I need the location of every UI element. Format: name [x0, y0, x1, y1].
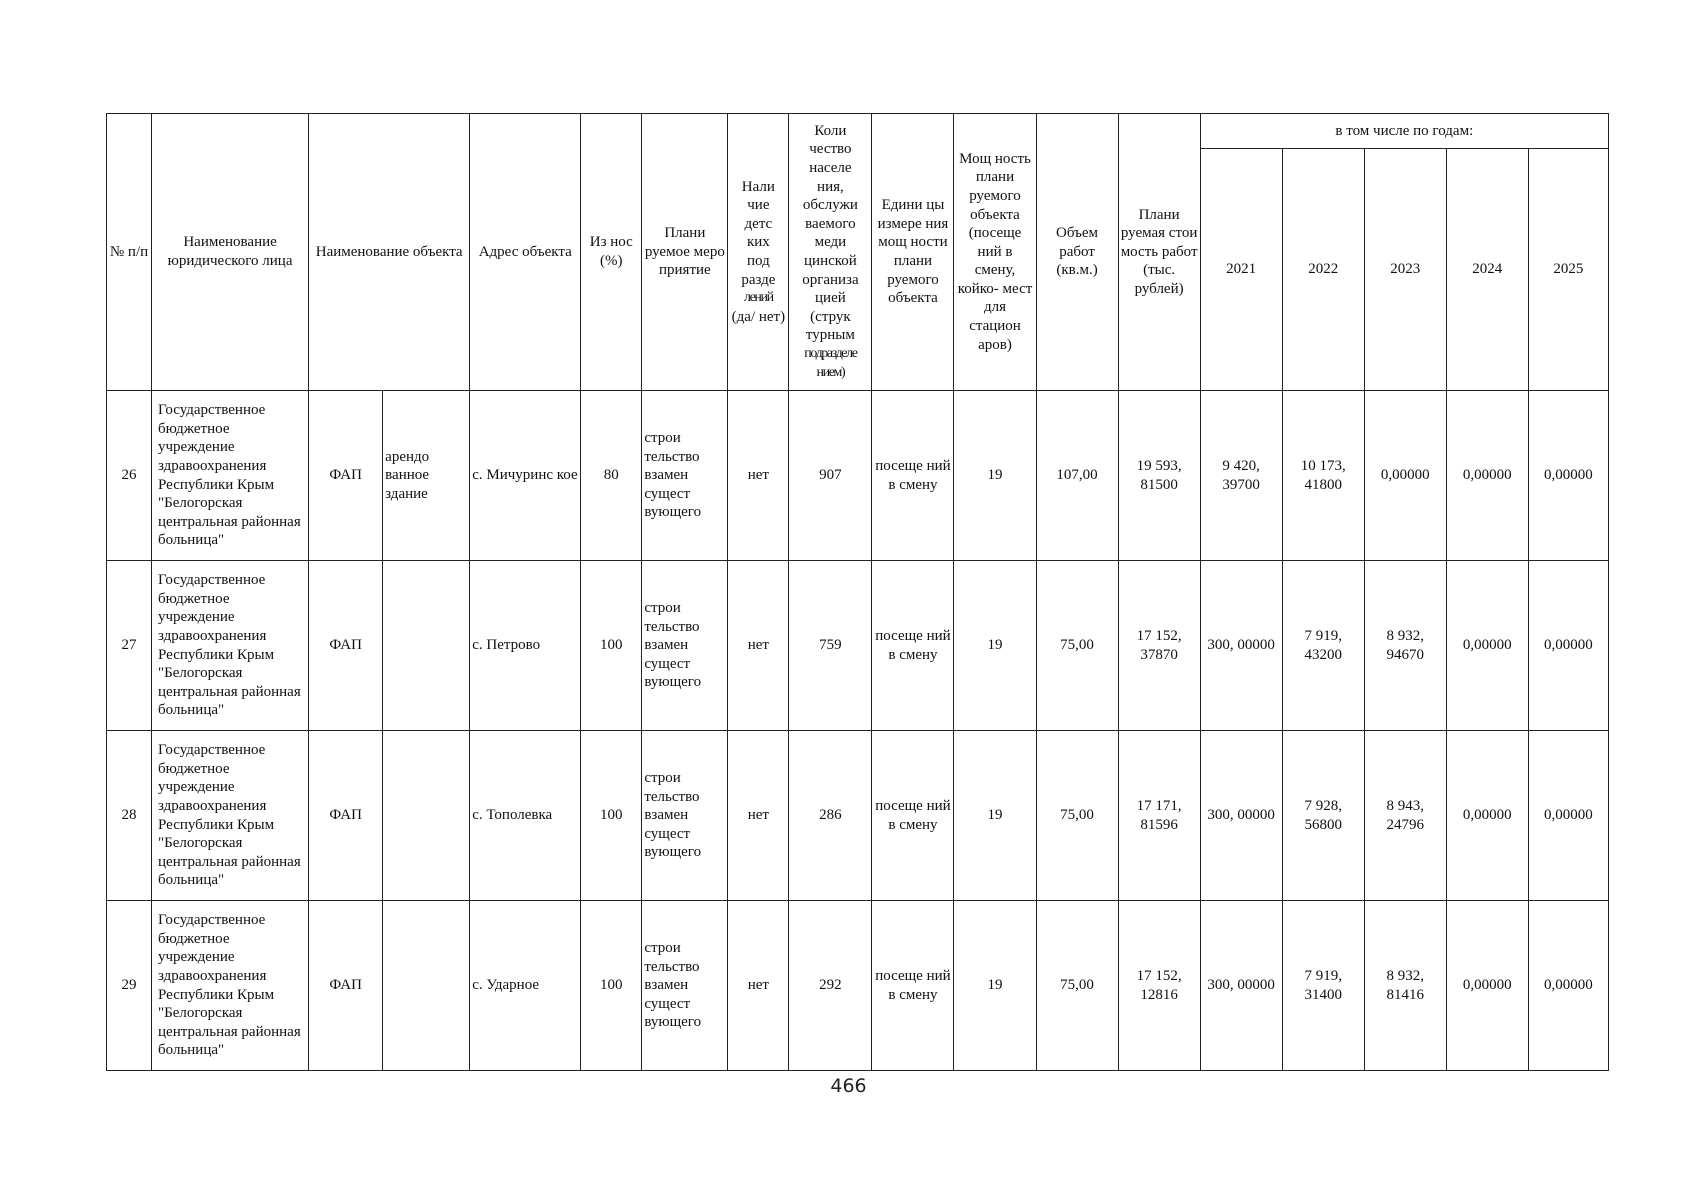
header-measure: Плани руемое меро приятие — [642, 114, 728, 391]
header-population-line: цией — [815, 290, 846, 307]
cell-capacity: 19 — [954, 901, 1036, 1071]
cell-2024: 0,00000 — [1446, 731, 1528, 901]
cell-address: с. Ударное — [470, 901, 581, 1071]
cell-cost: 19 593, 81500 — [1118, 391, 1200, 561]
cell-cost: 17 152, 12816 — [1118, 901, 1200, 1071]
cell-object-note — [383, 561, 470, 731]
cell-num: 26 — [107, 391, 152, 561]
cell-2025: 0,00000 — [1528, 901, 1608, 1071]
cell-object-type: ФАП — [309, 731, 383, 901]
cell-2024: 0,00000 — [1446, 391, 1528, 561]
header-unit-measure: Едини цы измере ния мощ ности плани руемого объекта — [872, 114, 954, 391]
cell-num: 27 — [107, 561, 152, 731]
header-units-line: лений — [744, 290, 773, 306]
cell-2024: 0,00000 — [1446, 561, 1528, 731]
cell-num: 29 — [107, 901, 152, 1071]
header-years-group: в том числе по годам: — [1200, 114, 1608, 149]
header-num: № п/п — [107, 114, 152, 391]
page-number: 466 — [830, 1075, 867, 1097]
header-children-units — [728, 114, 789, 391]
header-volume: Объем работ (кв.м.) — [1036, 114, 1118, 391]
cell-cost: 17 171, 81596 — [1118, 731, 1200, 901]
cell-population: 907 — [789, 391, 872, 561]
header-population — [789, 114, 872, 391]
cell-2021: 300, 00000 — [1200, 561, 1282, 731]
cell-measure: строи тельство взамен сущест вующего — [642, 391, 728, 561]
header-year-2022: 2022 — [1282, 149, 1364, 391]
header-population-line: ваемого — [805, 215, 856, 232]
cell-capacity: 19 — [954, 561, 1036, 731]
cell-population: 759 — [789, 561, 872, 731]
cell-population: 286 — [789, 731, 872, 901]
cell-object-note — [383, 901, 470, 1071]
cell-object-type: ФАП — [309, 901, 383, 1071]
table-row — [107, 901, 1609, 1071]
cell-2025: 0,00000 — [1528, 561, 1608, 731]
header-object-name: Наименование объекта — [309, 114, 470, 391]
cell-num: 28 — [107, 731, 152, 901]
cell-object-type: ФАП — [309, 561, 383, 731]
header-units-line: чие — [747, 197, 770, 214]
header-population-line: (струк — [810, 308, 851, 325]
header-population-line: подразделе — [804, 345, 857, 361]
cell-2025: 0,00000 — [1528, 391, 1608, 561]
cell-capacity: 19 — [954, 391, 1036, 561]
cell-object-type: ФАП — [309, 391, 383, 561]
cell-volume: 75,00 — [1036, 561, 1118, 731]
cell-units: нет — [728, 391, 789, 561]
header-wear: Из нос (%) — [581, 114, 642, 391]
table-header — [107, 114, 1609, 391]
cell-unit-measure: посеще ний в смену — [872, 901, 954, 1071]
cell-address: с. Тополевка — [470, 731, 581, 901]
cell-volume: 75,00 — [1036, 731, 1118, 901]
header-units-line: детс — [744, 215, 773, 232]
header-population-line: турным — [805, 327, 855, 344]
cell-address: с. Мичуринс кое — [470, 391, 581, 561]
header-population-line: нием) — [816, 364, 845, 380]
header-year-2021: 2021 — [1200, 149, 1282, 391]
cell-legal-entity: Государственное бюджетное учреждение здравоохранения Республики Крым "Белогорская центральная районная больница" — [152, 901, 309, 1071]
cell-wear: 100 — [581, 561, 642, 731]
cell-object-note — [383, 731, 470, 901]
header-population-line: чество — [809, 141, 852, 158]
header-year-2023: 2023 — [1364, 149, 1446, 391]
header-population-line: цинской — [804, 253, 857, 269]
cell-volume: 107,00 — [1036, 391, 1118, 561]
investment-table — [106, 113, 1609, 1071]
cell-2023: 8 932, 81416 — [1364, 901, 1446, 1071]
table-row — [107, 391, 1609, 561]
document-sheet — [106, 113, 1609, 1068]
header-units-line: под — [747, 253, 770, 269]
cell-2022: 10 173, 41800 — [1282, 391, 1364, 561]
cell-2022: 7 919, 31400 — [1282, 901, 1364, 1071]
header-units-line: (да/ нет) — [731, 308, 786, 325]
header-legal-entity: Наименование юридического лица — [152, 114, 309, 391]
cell-unit-measure: посеще ний в смену — [872, 561, 954, 731]
cell-units: нет — [728, 901, 789, 1071]
cell-2023: 8 943, 24796 — [1364, 731, 1446, 901]
cell-2023: 8 932, 94670 — [1364, 561, 1446, 731]
cell-object-note: арендо ванное здание — [383, 391, 470, 561]
header-units-line: ких — [746, 234, 770, 251]
header-population-line: ния, — [817, 178, 844, 195]
cell-address: с. Петрово — [470, 561, 581, 731]
table-row — [107, 561, 1609, 731]
cell-wear: 100 — [581, 731, 642, 901]
header-year-2024: 2024 — [1446, 149, 1528, 391]
cell-legal-entity: Государственное бюджетное учреждение здравоохранения Республики Крым "Белогорская центральная районная больница" — [152, 731, 309, 901]
cell-units: нет — [728, 561, 789, 731]
header-population-line: населе — [809, 160, 852, 177]
cell-unit-measure: посеще ний в смену — [872, 731, 954, 901]
table-body — [107, 391, 1609, 1071]
header-capacity: Мощ ность плани руемого объекта (посеще ний в смену, койко- мест для стацион аров) — [954, 114, 1036, 391]
cell-measure: строи тельство взамен сущест вующего — [642, 901, 728, 1071]
cell-capacity: 19 — [954, 731, 1036, 901]
cell-population: 292 — [789, 901, 872, 1071]
cell-volume: 75,00 — [1036, 901, 1118, 1071]
header-population-line: меди — [814, 234, 847, 251]
header-population-line: Коли — [814, 122, 847, 139]
cell-2024: 0,00000 — [1446, 901, 1528, 1071]
cell-2021: 300, 00000 — [1200, 731, 1282, 901]
cell-unit-measure: посеще ний в смену — [872, 391, 954, 561]
cell-2021: 9 420, 39700 — [1200, 391, 1282, 561]
cell-2022: 7 928, 56800 — [1282, 731, 1364, 901]
header-year-2025: 2025 — [1528, 149, 1608, 391]
cell-2025: 0,00000 — [1528, 731, 1608, 901]
cell-2021: 300, 00000 — [1200, 901, 1282, 1071]
cell-units: нет — [728, 731, 789, 901]
cell-legal-entity: Государственное бюджетное учреждение здравоохранения Республики Крым "Белогорская центральная районная больница" — [152, 561, 309, 731]
header-units-line: разде — [741, 271, 776, 288]
table-row — [107, 731, 1609, 901]
cell-wear: 100 — [581, 901, 642, 1071]
cell-measure: строи тельство взамен сущест вующего — [642, 731, 728, 901]
cell-2023: 0,00000 — [1364, 391, 1446, 561]
header-address: Адрес объекта — [470, 114, 581, 391]
header-population-line: организа — [802, 271, 859, 288]
cell-2022: 7 919, 43200 — [1282, 561, 1364, 731]
cell-wear: 80 — [581, 391, 642, 561]
cell-measure: строи тельство взамен сущест вующего — [642, 561, 728, 731]
cell-cost: 17 152, 37870 — [1118, 561, 1200, 731]
cell-legal-entity: Государственное бюджетное учреждение здравоохранения Республики Крым "Белогорская центральная районная больница" — [152, 391, 309, 561]
header-units-line: Нали — [741, 178, 775, 195]
header-planned-cost: Плани руемая стои мость работ (тыс. рублей) — [1118, 114, 1200, 391]
header-population-line: обслужи — [802, 197, 858, 214]
